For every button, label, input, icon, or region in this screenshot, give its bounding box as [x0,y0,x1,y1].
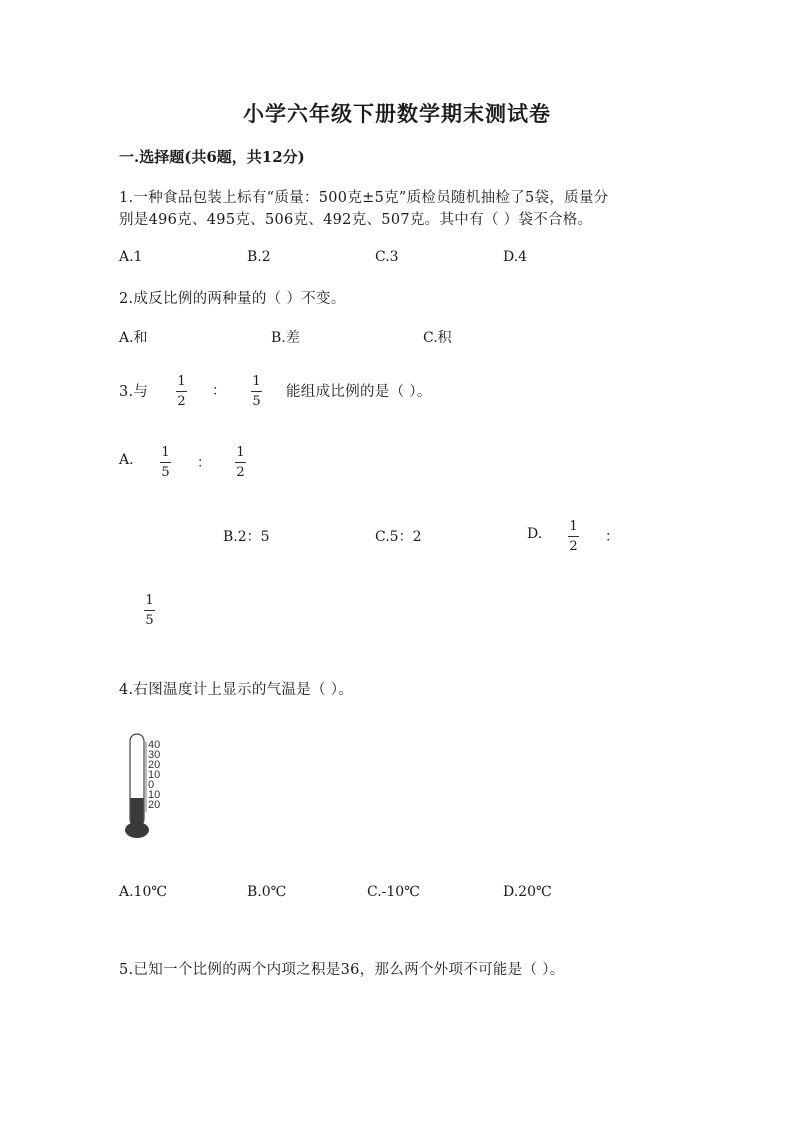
q1-option-d: D.4 [503,249,528,265]
scale-label-20: 20 [148,759,161,771]
question-3-suffix: 能组成比例的是（ ）。 [286,384,432,400]
fraction-denominator: 2 [569,539,578,554]
fraction-denominator: 5 [145,613,154,628]
scale-label-30: 30 [148,749,161,761]
thermometer-mercury [131,798,144,826]
q1-option-a: A.1 [119,249,143,265]
question-5: 5.已知一个比例的两个内项之积是36，那么两个外项不可能是（ ）。 [119,962,565,978]
q4-option-b: B.0℃ [247,884,287,900]
section-heading: 一.选择题(共6题，共12分) [119,148,305,166]
scale-label-40: 40 [148,739,161,751]
question-1-line-1: 1.一种食品包装上标有“质量：500克±5克”质检员随机抽检了5袋，质量分 [119,190,609,206]
q4-option-a: A.10℃ [119,884,168,900]
fraction-numerator: 1 [569,519,578,534]
fraction-denominator: 2 [177,394,186,409]
scale-label-minus-20: 20 [148,799,161,811]
q1-option-c: C.3 [375,249,399,265]
q3-option-a-fraction-2 [235,446,246,479]
q2-option-c: C.积 [423,330,452,346]
thermometer-figure [124,732,174,842]
fraction-bar [251,391,262,392]
fraction-numerator: 1 [177,374,186,389]
q2-option-b: B.差 [271,330,300,346]
fraction-bar [160,462,171,463]
fraction-denominator: 5 [161,465,170,480]
fraction-numerator: 1 [236,445,245,460]
fraction-denominator: 2 [236,465,245,480]
q3-option-d-label: D. [527,526,543,542]
scale-label-0: 0 [148,779,155,791]
q3-option-a-fraction-1 [160,446,171,479]
thermometer-scale-labels [148,739,160,811]
fraction-numerator: 1 [161,445,170,460]
q4-option-c: C.-10℃ [367,884,420,900]
page-title: 小学六年级下册数学期末测试卷 [243,101,551,126]
q3-ratio-colon: ： [212,383,226,399]
q3-option-a-colon: ： [197,455,211,471]
q3-fraction-one-fifth [251,375,262,408]
fraction-bar [144,610,155,611]
scale-label-10: 10 [148,769,161,781]
q1-option-b: B.2 [247,249,271,265]
thermometer-bulb [125,822,149,838]
scale-label-minus-10: 10 [148,789,161,801]
q2-option-a: A.和 [119,330,148,346]
question-1-line-2: 别是496克、495克、506克、492克、507克。其中有（ ）袋不合格。 [119,212,593,228]
fraction-denominator: 5 [252,394,261,409]
fraction-bar [176,391,187,392]
fraction-bar [568,536,579,537]
q4-option-d: D.20℃ [503,884,552,900]
question-2: 2.成反比例的两种量的（ ）不变。 [119,291,346,307]
q3-option-d-colon: ： [605,529,619,545]
fraction-bar [235,462,246,463]
fraction-numerator: 1 [145,593,154,608]
q3-option-d-fraction-1 [568,520,579,553]
question-3-prefix: 3.与 [119,384,149,400]
q3-option-d-fraction-2 [144,594,155,627]
fraction-numerator: 1 [252,374,261,389]
question-4: 4.右图温度计上显示的气温是（ ）。 [119,682,354,698]
q3-option-a-label: A. [119,452,134,468]
q3-fraction-one-half [176,375,187,408]
q3-option-b: B.2：5 [223,529,270,545]
q3-option-c: C.5：2 [375,529,422,545]
